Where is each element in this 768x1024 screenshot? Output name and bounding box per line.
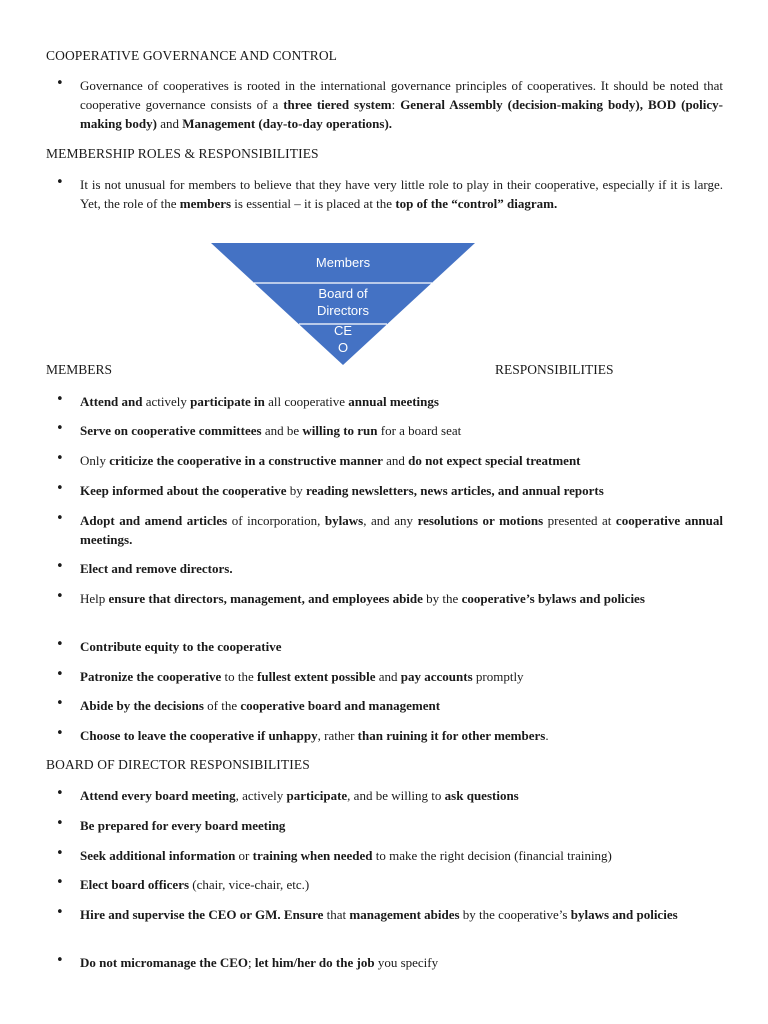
- list-item-text: Attend and actively participate in all cooperative annual meetings: [80, 394, 439, 409]
- rich-text: It is not unusual for members to believe that they have very little role to play in their cooperative, especially if it is large. Yet, the role of the members is essential – it is placed at the top of the “control” diagram.: [80, 177, 723, 211]
- list-item-text: Contribute equity to the cooperative: [80, 639, 282, 654]
- diagram-tier-members: Members: [315, 255, 371, 270]
- list-item-text: Keep informed about the cooperative by reading newsletters, news articles, and annual reports: [80, 483, 604, 498]
- list-item-text: Serve on cooperative committees and be willing to run for a board seat: [80, 423, 462, 438]
- bullet: •: [56, 875, 64, 890]
- bullet: •: [56, 667, 64, 682]
- bullet: •: [56, 589, 64, 604]
- diagram-tier-board-line1: Board of: [318, 286, 368, 301]
- list-item-text: Attend every board meeting, actively participate, and be willing to ask questions: [80, 788, 519, 803]
- section-heading-governance: COOPERATIVE GOVERNANCE AND CONTROL: [46, 48, 338, 63]
- list-item-text: Elect board officers (chair, vice-chair, etc.): [80, 877, 310, 892]
- bullet: •: [56, 481, 64, 496]
- bullet: •: [56, 696, 64, 711]
- bullet: •: [56, 637, 64, 652]
- bullet: •: [56, 175, 64, 190]
- rich-text: Governance of cooperatives is rooted in the international governance principles of cooperatives. It should be noted that cooperative governance consists of a three tiered system: General Assembly (decision-making body), BOD (policy-making body) and Management (day-to-day operations).: [80, 78, 723, 131]
- bullet: •: [56, 392, 64, 407]
- list-item-text: Seek additional information or training when needed to make the right decision (financial training): [80, 848, 612, 863]
- diagram-tier-ceo-line2: O: [337, 340, 349, 355]
- diagram-tier-board-line2: Directors: [316, 303, 370, 318]
- bullet: •: [56, 511, 64, 526]
- bullet: •: [56, 559, 64, 574]
- bullet: •: [56, 816, 64, 831]
- bullet: •: [56, 726, 64, 741]
- list-item-text: Choose to leave the cooperative if unhappy, rather than ruining it for other members.: [80, 728, 549, 743]
- responsibilities-heading: RESPONSIBILITIES: [495, 362, 614, 377]
- list-item-text: Adopt and amend articles of incorporation, bylaws, and any resolutions or motions presented at cooperative annual meetings.: [80, 513, 723, 547]
- list-item-text: Help ensure that directors, management, and employees abide by the cooperative’s bylaws and policies: [80, 591, 645, 606]
- section-heading-board: BOARD OF DIRECTOR RESPONSIBILITIES: [46, 757, 310, 772]
- members-heading: MEMBERS: [46, 362, 113, 377]
- bullet: •: [56, 953, 64, 968]
- section-heading-membership: MEMBERSHIP ROLES & RESPONSIBILITIES: [46, 146, 319, 161]
- bullet: •: [56, 846, 64, 861]
- list-item-text: Hire and supervise the CEO or GM. Ensure that management abides by the cooperative’s bylaws and policies: [80, 907, 678, 922]
- list-item-text: Be prepared for every board meeting: [80, 818, 286, 833]
- list-item-text: Do not micromanage the CEO; let him/her do the job you specify: [80, 955, 439, 970]
- diagram-tier-ceo-line1: CE: [333, 323, 353, 338]
- control-diagram: [211, 243, 477, 367]
- bullet: •: [56, 786, 64, 801]
- bullet: •: [56, 421, 64, 436]
- list-item-text: Only criticize the cooperative in a constructive manner and do not expect special treatment: [80, 453, 581, 468]
- list-item-text: Patronize the cooperative to the fullest extent possible and pay accounts promptly: [80, 669, 524, 684]
- bullet: •: [56, 905, 64, 920]
- list-item-text: Elect and remove directors.: [80, 561, 233, 576]
- bullet: •: [56, 451, 64, 466]
- bullet: •: [56, 76, 64, 91]
- list-item-text: Abide by the decisions of the cooperative board and management: [80, 698, 441, 713]
